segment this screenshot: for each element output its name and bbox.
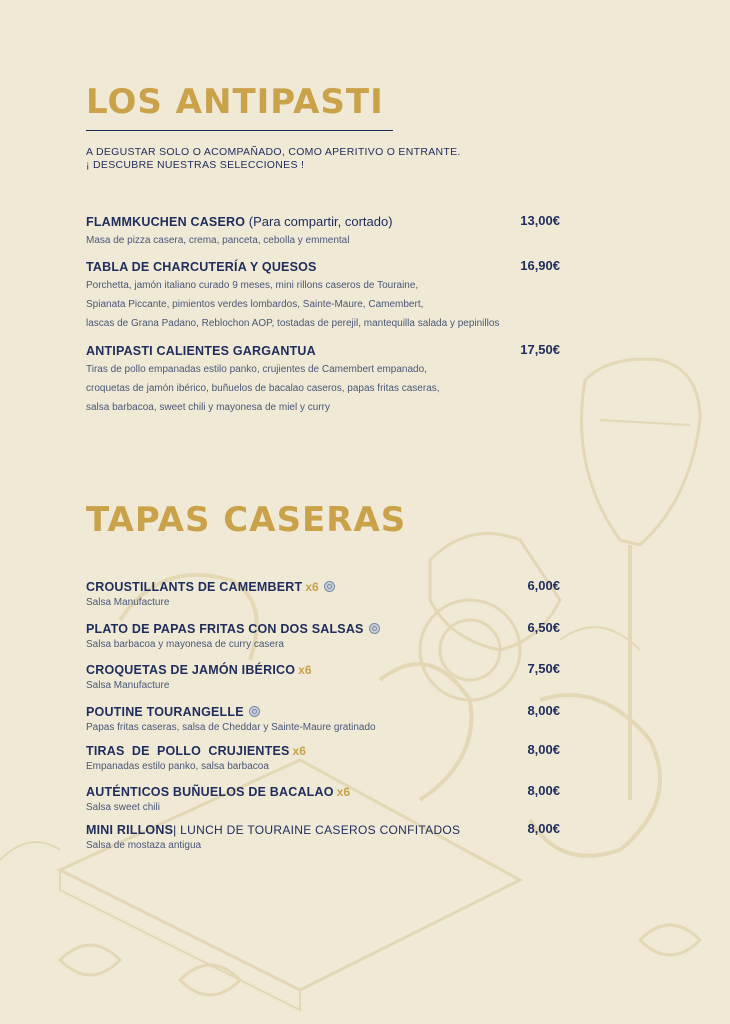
item-description: Salsa de mostaza antigua <box>86 840 202 851</box>
title-divider <box>86 130 393 131</box>
quantity-badge: x6 <box>336 785 351 799</box>
item-description: Porchetta, jamón italiano curado 9 meses, mini rillons caseros de Touraine, <box>86 280 419 291</box>
menu-item <box>86 783 560 814</box>
item-description: Tiras de pollo empanadas estilo panko, crujientes de Camembert empanado, <box>86 364 427 375</box>
item-description: croquetas de jamón ibérico, buñuelos de bacalao caseros, papas fritas caseras, <box>86 383 440 394</box>
item-name: CROQUETAS DE JAMÓN IBÉRICO <box>86 663 296 677</box>
antipasti-intro <box>86 146 506 172</box>
item-description: Masa de pizza casera, crema, panceta, cebolla y emmental <box>86 235 350 246</box>
item-price: 8,00€ <box>527 703 560 718</box>
tapas-title: TAPAS CASERAS <box>86 500 407 540</box>
item-subtitle: | LUNCH DE TOURAINE CASEROS CONFITADOS <box>173 823 461 837</box>
item-price: 13,00€ <box>520 213 560 228</box>
menu-item <box>86 661 560 692</box>
item-price: 17,50€ <box>520 342 560 357</box>
vegetarian-leaf-icon <box>369 623 380 634</box>
vegetarian-leaf-icon <box>324 581 335 592</box>
item-name: POUTINE TOURANGELLE <box>86 705 244 719</box>
quantity-badge: x6 <box>298 663 312 677</box>
quantity-badge: x6 <box>305 580 319 594</box>
menu-item <box>86 342 560 417</box>
menu-item <box>86 258 560 333</box>
item-name: CROUSTILLANTS DE CAMEMBERT <box>86 580 303 594</box>
item-description: salsa barbacoa, sweet chili y mayonesa de miel y curry <box>86 402 330 413</box>
menu-item <box>86 620 560 651</box>
intro-line: A DEGUSTAR SOLO O ACOMPAÑADO, COMO APERITIVO O ENTRANTE. <box>86 146 461 158</box>
item-price: 16,90€ <box>520 258 560 273</box>
item-price: 8,00€ <box>527 742 560 757</box>
item-description: lascas de Grana Padano, Reblochon AOP, tostadas de perejil, mantequilla salada y pepinillos <box>86 318 500 329</box>
item-description: Salsa barbacoa y mayonesa de curry casera <box>86 639 284 650</box>
item-description: Empanadas estilo panko, salsa barbacoa <box>86 761 269 772</box>
item-name: AUTÉNTICOS BUÑUELOS DE BACALAO <box>86 785 334 799</box>
item-price: 8,00€ <box>527 783 560 798</box>
item-description: Salsa Manufacture <box>86 680 170 691</box>
item-description: Salsa Manufacture <box>86 597 170 608</box>
item-name: FLAMMKUCHEN CASERO <box>86 215 246 229</box>
item-name: MINI RILLONS <box>86 823 174 837</box>
item-description: Papas fritas caseras, salsa de Cheddar y Sainte-Maure gratinado <box>86 722 376 733</box>
item-description: Salsa sweet chili <box>86 802 160 813</box>
antipasti-title: LOS ANTIPASTI <box>86 82 384 122</box>
menu-item <box>86 742 560 773</box>
item-price: 8,00€ <box>527 821 560 836</box>
item-name: TIRAS DE POLLO CRUJIENTES <box>86 744 290 758</box>
item-description: Spianata Piccante, pimientos verdes lombardos, Sainte-Maure, Camembert, <box>86 299 424 310</box>
item-price: 6,00€ <box>527 578 560 593</box>
menu-item <box>86 703 560 734</box>
menu-item <box>86 213 560 250</box>
intro-line: ¡ DESCUBRE NUESTRAS SELECCIONES ! <box>86 159 305 171</box>
item-note: (Para compartir, cortado) <box>245 214 393 229</box>
quantity-badge: x6 <box>292 744 306 758</box>
vegetarian-leaf-icon <box>249 706 260 717</box>
item-price: 6,50€ <box>527 620 560 635</box>
item-name: TABLA DE CHARCUTERÍA Y QUESOS <box>86 260 317 274</box>
item-price: 7,50€ <box>527 661 560 676</box>
item-name: ANTIPASTI CALIENTES GARGANTUA <box>86 344 316 358</box>
menu-item <box>86 821 560 852</box>
menu-item <box>86 578 560 609</box>
item-name: PLATO DE PAPAS FRITAS CON DOS SALSAS <box>86 622 364 636</box>
